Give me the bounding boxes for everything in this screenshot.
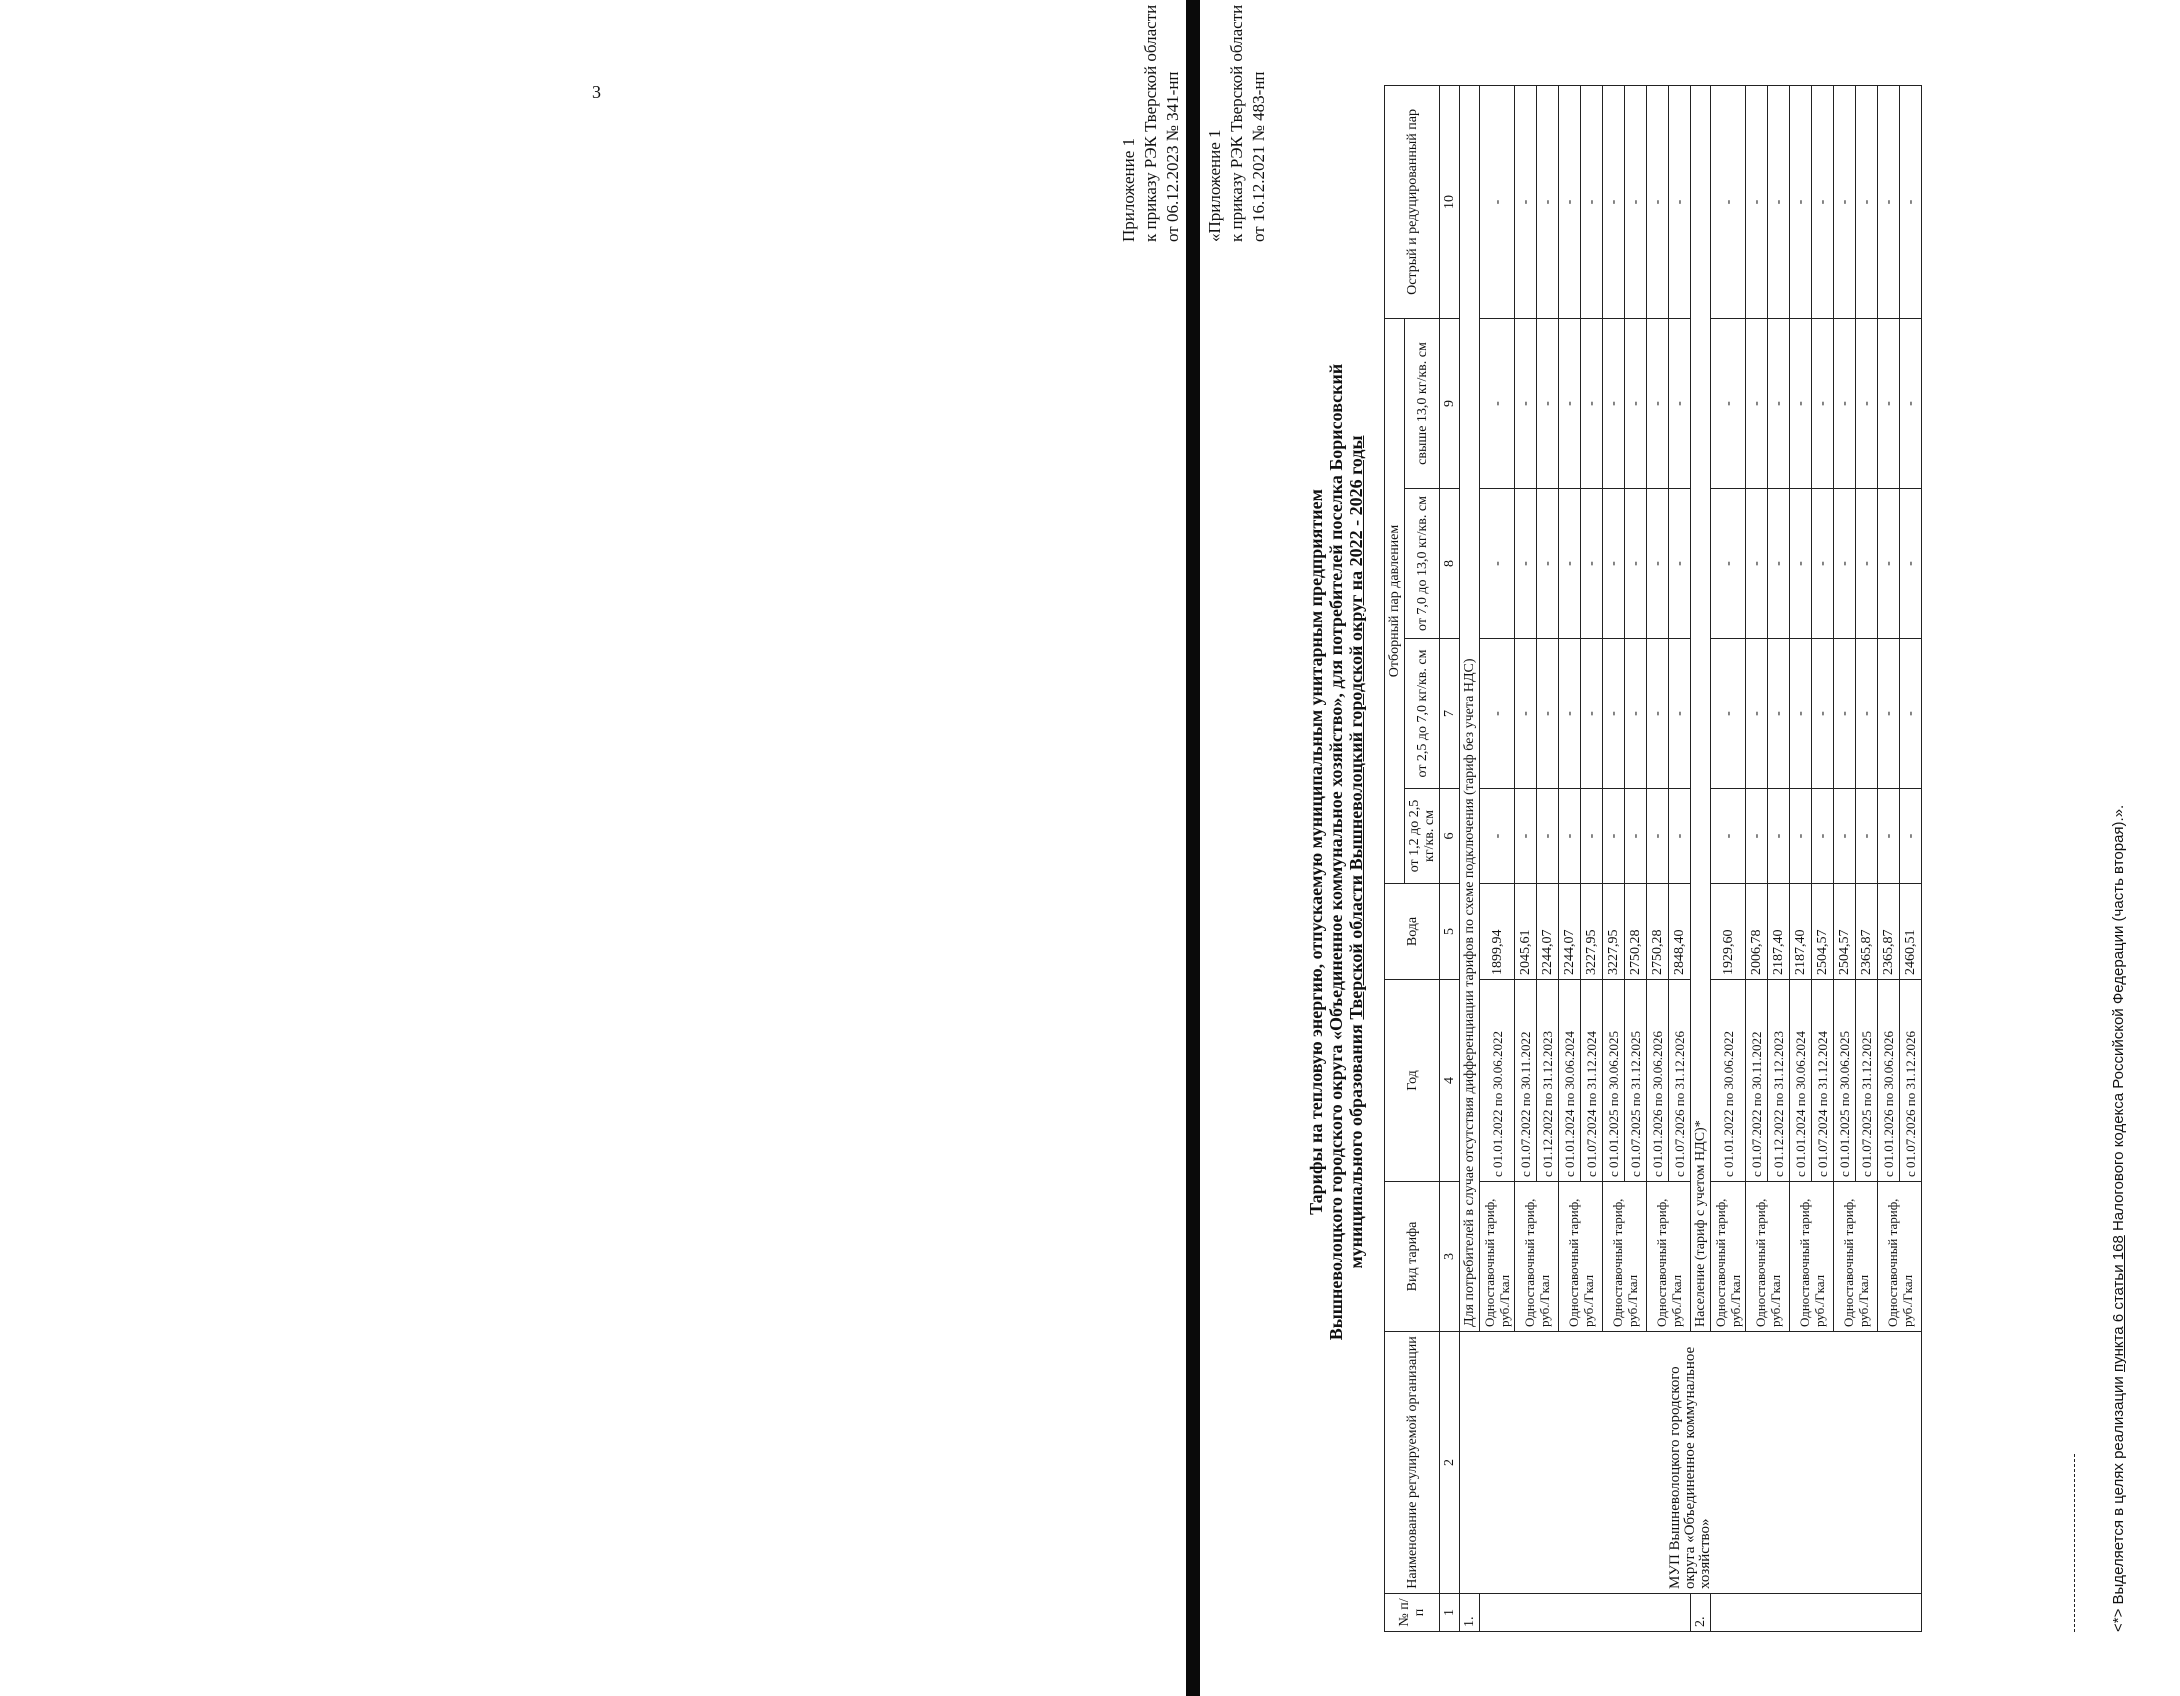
empty-value: - <box>1603 85 1625 318</box>
empty-value: - <box>1812 639 1834 789</box>
empty-value: - <box>1834 489 1856 639</box>
empty-value: - <box>1669 639 1691 789</box>
empty-value: - <box>1834 789 1856 884</box>
empty-value: - <box>1581 318 1603 488</box>
section-title: Население (тариф с учетом НДС)* <box>1691 85 1711 1331</box>
empty-value: - <box>1559 489 1581 639</box>
tariff-type: Одноставочный тариф, руб./Гкал <box>1515 1182 1559 1332</box>
header-pressure-2: от 2,5 до 7,0 кг/кв. см <box>1405 639 1440 789</box>
period: с 01.01.2026 по 30.06.2026 <box>1878 980 1900 1182</box>
row-number-empty <box>1480 1594 1691 1632</box>
period: с 01.07.2026 по 31.12.2026 <box>1669 980 1691 1182</box>
header-water: Вода <box>1385 884 1440 980</box>
water-value: 3227,95 <box>1581 884 1603 980</box>
appendix-line: от 06.12.2023 № 341-нп <box>1163 71 1182 242</box>
empty-value: - <box>1515 489 1537 639</box>
empty-value: - <box>1603 639 1625 789</box>
empty-value: - <box>1581 639 1603 789</box>
empty-value: - <box>1711 639 1746 789</box>
empty-value: - <box>1711 85 1746 318</box>
col-number: 8 <box>1440 489 1460 639</box>
empty-value: - <box>1603 489 1625 639</box>
col-number: 10 <box>1440 85 1460 318</box>
rotated-landscape-content <box>1110 4 2180 1662</box>
tariff-type: Одноставочный тариф, руб./Гкал <box>1834 1182 1878 1332</box>
tariff-type: Одноставочный тариф, руб./Гкал <box>1647 1182 1691 1332</box>
empty-value: - <box>1537 85 1559 318</box>
tariff-type: Одноставочный тариф, руб./Гкал <box>1559 1182 1603 1332</box>
empty-value: - <box>1878 85 1900 318</box>
period: с 01.01.2026 по 30.06.2026 <box>1647 980 1669 1182</box>
period: с 01.01.2022 по 30.06.2022 <box>1480 980 1515 1182</box>
period: с 01.07.2024 по 31.12.2024 <box>1581 980 1603 1182</box>
row-number-empty <box>1711 1594 1922 1632</box>
tariff-type: Одноставочный тариф, руб./Гкал <box>1603 1182 1647 1332</box>
section-title: Для потребителей в случае отсутствия дифференциации тарифов по схеме подключения (тариф без учета НДС) <box>1460 85 1480 1331</box>
empty-value: - <box>1711 489 1746 639</box>
title-line-2: Вышневолоцкого городского округа «Объединенное коммунальное хозяйство», для потребителей поселка Борисовский <box>1326 363 1346 1341</box>
water-value: 2460,51 <box>1900 884 1922 980</box>
footnote-link[interactable]: пункта 6 статьи 168 <box>2110 1235 2127 1373</box>
empty-value: - <box>1834 639 1856 789</box>
empty-value: - <box>1878 318 1900 488</box>
empty-value: - <box>1790 318 1812 488</box>
empty-value: - <box>1669 489 1691 639</box>
empty-value: - <box>1878 489 1900 639</box>
empty-value: - <box>1480 489 1515 639</box>
footnote <box>2110 805 2127 1632</box>
water-value: 3227,95 <box>1603 884 1625 980</box>
empty-value: - <box>1711 789 1746 884</box>
empty-value: - <box>1559 85 1581 318</box>
empty-value: - <box>1856 318 1878 488</box>
period: с 01.12.2022 по 31.12.2023 <box>1768 980 1790 1182</box>
empty-value: - <box>1625 489 1647 639</box>
empty-value: - <box>1515 639 1537 789</box>
appendix-line: к приказу РЭК Тверской области <box>1141 4 1160 242</box>
water-value: 2187,40 <box>1790 884 1812 980</box>
col-number: 7 <box>1440 639 1460 789</box>
col-number: 9 <box>1440 318 1460 488</box>
period: с 01.01.2022 по 30.06.2022 <box>1711 980 1746 1182</box>
empty-value: - <box>1812 85 1834 318</box>
page-number: 3 <box>592 82 601 102</box>
empty-value: - <box>1647 639 1669 789</box>
empty-value: - <box>1480 318 1515 488</box>
empty-value: - <box>1790 489 1812 639</box>
section-number: 1. <box>1460 1594 1480 1632</box>
empty-value: - <box>1856 85 1878 318</box>
header-num: № п/п <box>1385 1594 1440 1632</box>
empty-value: - <box>1669 789 1691 884</box>
header-pressure-3: от 7,0 до 13,0 кг/кв. см <box>1405 489 1440 639</box>
empty-value: - <box>1768 639 1790 789</box>
footnote-text-a: <*> Выделяется в целях реализации <box>2110 1372 2127 1632</box>
empty-value: - <box>1900 789 1922 884</box>
col-number: 1 <box>1440 1594 1460 1632</box>
water-value: 2045,61 <box>1515 884 1537 980</box>
empty-value: - <box>1537 318 1559 488</box>
appendix-line: Приложение 1 <box>1119 138 1138 242</box>
empty-value: - <box>1900 85 1922 318</box>
water-value: 1929,60 <box>1711 884 1746 980</box>
period: с 01.01.2024 по 30.06.2024 <box>1559 980 1581 1182</box>
period: с 01.07.2022 по 30.11.2022 <box>1746 980 1768 1182</box>
empty-value: - <box>1647 318 1669 488</box>
water-value: 2244,07 <box>1537 884 1559 980</box>
empty-value: - <box>1900 318 1922 488</box>
empty-value: - <box>1581 789 1603 884</box>
title-line-1: Тарифы на тепловую энергию, отпускаемую муниципальным унитарным предприятием <box>1306 489 1326 1215</box>
water-value: 2365,87 <box>1856 884 1878 980</box>
empty-value: - <box>1669 318 1691 488</box>
tariff-type: Одноставочный тариф, руб./Гкал <box>1790 1182 1834 1332</box>
header-steam: Отборный пар давлением <box>1385 318 1405 883</box>
period: с 01.07.2025 по 31.12.2025 <box>1856 980 1878 1182</box>
water-value: 1899,94 <box>1480 884 1515 980</box>
empty-value: - <box>1625 789 1647 884</box>
header-type: Вид тарифа <box>1385 1182 1440 1332</box>
empty-value: - <box>1669 85 1691 318</box>
empty-value: - <box>1711 318 1746 488</box>
col-number: 4 <box>1440 980 1460 1182</box>
header-pressure-4: свыше 13,0 кг/кв. см <box>1405 318 1440 488</box>
empty-value: - <box>1746 639 1768 789</box>
tariff-table <box>1384 85 1922 1632</box>
appendix-line: к приказу РЭК Тверской области <box>1227 4 1246 242</box>
empty-value: - <box>1900 639 1922 789</box>
water-value: 2504,57 <box>1812 884 1834 980</box>
empty-value: - <box>1625 85 1647 318</box>
period: с 01.12.2022 по 31.12.2023 <box>1537 980 1559 1182</box>
empty-value: - <box>1647 85 1669 318</box>
col-number: 3 <box>1440 1182 1460 1332</box>
empty-value: - <box>1515 85 1537 318</box>
empty-value: - <box>1559 639 1581 789</box>
empty-value: - <box>1537 639 1559 789</box>
water-value: 2504,57 <box>1834 884 1856 980</box>
empty-value: - <box>1790 789 1812 884</box>
empty-value: - <box>1581 85 1603 318</box>
period: с 01.07.2026 по 31.12.2026 <box>1900 980 1922 1182</box>
section-number: 2. <box>1691 1594 1711 1632</box>
empty-value: - <box>1625 639 1647 789</box>
empty-value: - <box>1768 85 1790 318</box>
tariff-type: Одноставочный тариф, руб./Гкал <box>1878 1182 1922 1332</box>
water-value: 2244,07 <box>1559 884 1581 980</box>
empty-value: - <box>1746 85 1768 318</box>
empty-value: - <box>1746 489 1768 639</box>
empty-value: - <box>1812 789 1834 884</box>
empty-value: - <box>1515 789 1537 884</box>
footnote-separator <box>2074 1454 2075 1632</box>
period: с 01.01.2024 по 30.06.2024 <box>1790 980 1812 1182</box>
header-pressure-1: от 1,2 до 2,5 кг/кв. см <box>1405 789 1440 884</box>
empty-value: - <box>1647 489 1669 639</box>
empty-value: - <box>1480 639 1515 789</box>
empty-value: - <box>1559 318 1581 488</box>
period: с 01.07.2024 по 31.12.2024 <box>1812 980 1834 1182</box>
period: с 01.07.2022 по 30.11.2022 <box>1515 980 1537 1182</box>
empty-value: - <box>1900 489 1922 639</box>
empty-value: - <box>1537 789 1559 884</box>
empty-value: - <box>1768 789 1790 884</box>
tariff-table-body <box>1460 85 1922 1631</box>
empty-value: - <box>1768 318 1790 488</box>
empty-value: - <box>1812 318 1834 488</box>
period: с 01.01.2025 по 30.06.2025 <box>1834 980 1856 1182</box>
water-value: 2187,40 <box>1768 884 1790 980</box>
tariff-type: Одноставочный тариф, руб./Гкал <box>1480 1182 1515 1332</box>
empty-value: - <box>1515 318 1537 488</box>
water-value: 2750,28 <box>1647 884 1669 980</box>
title-line-3-part-a: муниципального образования <box>1346 1019 1366 1269</box>
col-number: 5 <box>1440 884 1460 980</box>
organization-name: МУП Вышневолоцкого городского округа «Объединенное коммунальное хозяйство» <box>1460 1332 1922 1594</box>
empty-value: - <box>1480 789 1515 884</box>
footnote-text-b: Налогового кодекса Российской Федерации (часть вторая).». <box>2110 804 2127 1236</box>
empty-value: - <box>1559 789 1581 884</box>
empty-value: - <box>1834 318 1856 488</box>
period: с 01.01.2025 по 30.06.2025 <box>1603 980 1625 1182</box>
empty-value: - <box>1812 489 1834 639</box>
col-number: 6 <box>1440 789 1460 884</box>
tariff-type: Одноставочный тариф, руб./Гкал <box>1746 1182 1790 1332</box>
empty-value: - <box>1603 789 1625 884</box>
empty-value: - <box>1581 489 1603 639</box>
appendix-line: от 16.12.2021 № 483-нп <box>1249 71 1268 242</box>
empty-value: - <box>1878 639 1900 789</box>
title-line-3 <box>1346 292 1366 1412</box>
empty-value: - <box>1856 489 1878 639</box>
water-value: 2750,28 <box>1625 884 1647 980</box>
col-number: 2 <box>1440 1332 1460 1594</box>
water-value: 2365,87 <box>1878 884 1900 980</box>
appendix-reference-new <box>1118 4 1184 242</box>
empty-value: - <box>1768 489 1790 639</box>
empty-value: - <box>1480 85 1515 318</box>
empty-value: - <box>1537 489 1559 639</box>
document-title <box>1306 292 1366 1412</box>
empty-value: - <box>1856 789 1878 884</box>
header-year: Год <box>1385 980 1440 1182</box>
empty-value: - <box>1790 85 1812 318</box>
period: с 01.07.2025 по 31.12.2025 <box>1625 980 1647 1182</box>
empty-value: - <box>1878 789 1900 884</box>
empty-value: - <box>1746 318 1768 488</box>
empty-value: - <box>1647 789 1669 884</box>
empty-value: - <box>1603 318 1625 488</box>
empty-value: - <box>1834 85 1856 318</box>
header-sharp-steam: Острый и редуцированный пар <box>1385 85 1440 318</box>
appendix-line: «Приложение 1 <box>1205 129 1224 242</box>
water-value: 2848,40 <box>1669 884 1691 980</box>
title-line-3-part-b: Тверской области Вышневолоцкий городской округ на 2022 - 2026 годы <box>1346 435 1366 1020</box>
empty-value: - <box>1856 639 1878 789</box>
empty-value: - <box>1625 318 1647 488</box>
appendix-reference-old <box>1204 4 1270 242</box>
tariff-type: Одноставочный тариф, руб./Гкал <box>1711 1182 1746 1332</box>
header-org: Наименование регулируемой организации <box>1385 1332 1440 1594</box>
empty-value: - <box>1790 639 1812 789</box>
empty-value: - <box>1746 789 1768 884</box>
water-value: 2006,78 <box>1746 884 1768 980</box>
